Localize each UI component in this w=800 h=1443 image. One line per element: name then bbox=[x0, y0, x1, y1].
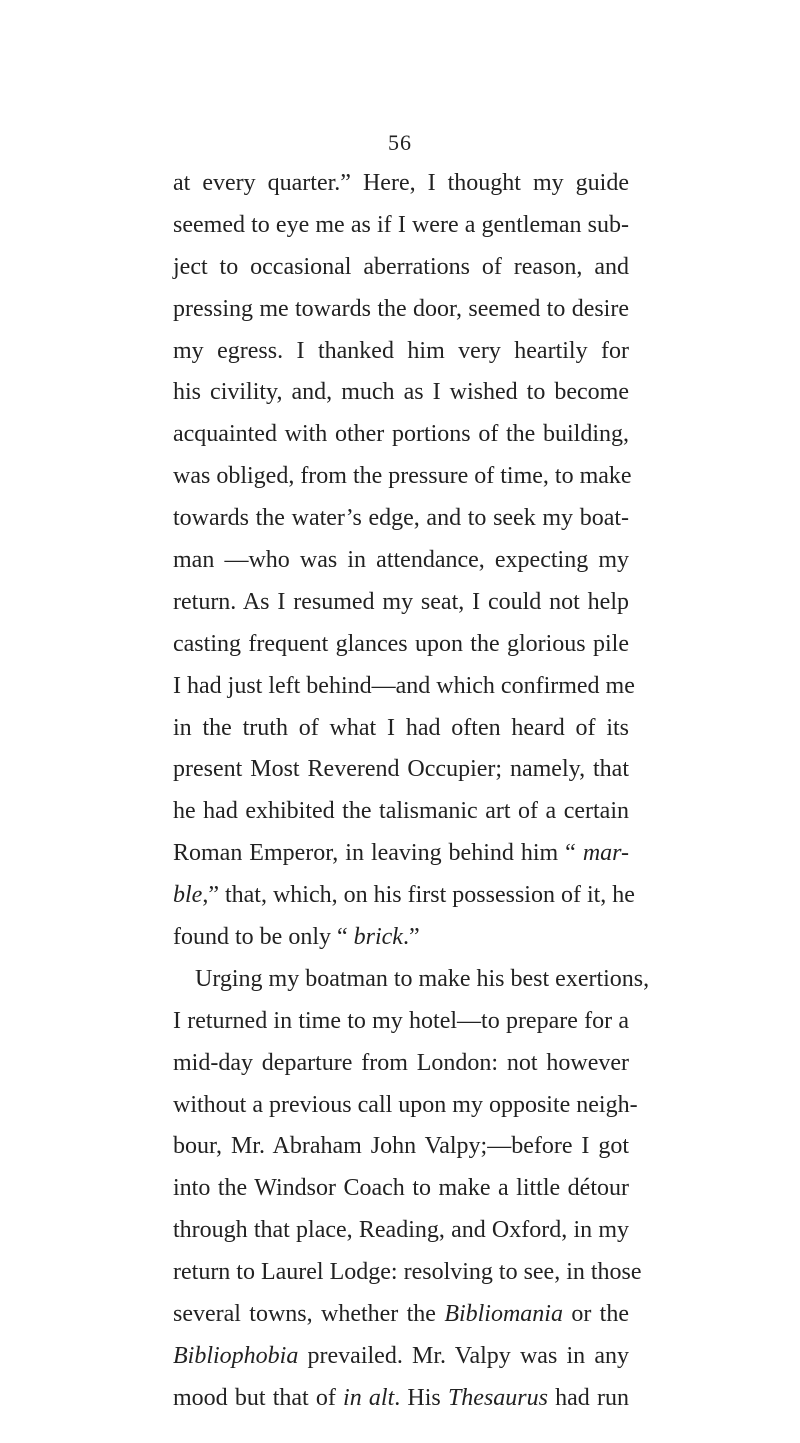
body-text bbox=[173, 163, 650, 1420]
text-segment: mood but that of bbox=[173, 1384, 344, 1411]
italic-text: brick bbox=[353, 924, 403, 951]
text-line: his civility, and, much as I wished to become bbox=[173, 379, 629, 406]
italic-text: Bibliophobia bbox=[173, 1342, 299, 1369]
text-line: towards the water’s edge, and to seek my boat- bbox=[173, 505, 629, 532]
text-line: Urging my boatman to make his best exertions, bbox=[195, 965, 650, 992]
text-line: present Most Reverend Occupier; namely, that bbox=[173, 756, 629, 783]
text-line bbox=[173, 1378, 629, 1420]
text-line bbox=[173, 875, 635, 917]
text-line bbox=[173, 917, 629, 959]
text-line: man —who was in attendance, expecting my bbox=[173, 547, 629, 574]
text-line bbox=[173, 1336, 629, 1378]
text-line: return to Laurel Lodge: resolving to see, in those bbox=[173, 1259, 642, 1286]
text-segment: ,” that, which, on his first possession of it, he bbox=[202, 882, 635, 909]
text-line: bour, Mr. Abraham John Valpy;—before I got bbox=[173, 1133, 629, 1160]
text-segment: found to be only “ bbox=[173, 924, 354, 951]
text-line: in the truth of what I had often heard of its bbox=[173, 714, 629, 741]
text-line: ject to occasional aberrations of reason, and bbox=[173, 253, 629, 280]
italic-text: ble bbox=[173, 882, 203, 909]
text-segment: . His bbox=[394, 1384, 448, 1411]
text-line: casting frequent glances upon the glorious pile bbox=[173, 630, 629, 657]
italic-text: Thesaurus bbox=[447, 1384, 548, 1411]
text-line: mid-day departure from London: not however bbox=[173, 1049, 629, 1076]
text-line: acquainted with other portions of the building, bbox=[173, 421, 629, 448]
text-line: was obliged, from the pressure of time, to make bbox=[173, 463, 632, 490]
text-line: I had just left behind—and which confirmed me bbox=[173, 672, 635, 699]
text-segment: .” bbox=[402, 924, 420, 951]
text-segment: or the bbox=[562, 1301, 629, 1328]
text-line: through that place, Reading, and Oxford, in my bbox=[173, 1217, 629, 1244]
text-line: I returned in time to my hotel—to prepare for a bbox=[173, 1007, 629, 1034]
page-number: 56 bbox=[388, 130, 412, 155]
text-segment: Roman Emperor, in leaving behind him “ bbox=[173, 840, 583, 867]
text-line: my egress. I thanked him very heartily for bbox=[173, 337, 629, 364]
text-line: he had exhibited the talismanic art of a certain bbox=[173, 798, 629, 825]
text-line: into the Windsor Coach to make a little détour bbox=[173, 1175, 629, 1202]
text-line: return. As I resumed my seat, I could not help bbox=[173, 588, 629, 615]
text-line: pressing me towards the door, seemed to desire bbox=[173, 295, 629, 322]
text-line bbox=[173, 1294, 629, 1336]
text-line bbox=[173, 833, 629, 875]
text-segment: prevailed. Mr. Valpy was in any bbox=[298, 1342, 629, 1369]
text-line: without a previous call upon my opposite neigh- bbox=[173, 1091, 638, 1118]
italic-text: Bibliomania bbox=[444, 1301, 563, 1328]
text-line: at every quarter.” Here, I thought my guide bbox=[173, 170, 629, 196]
italic-text: mar- bbox=[582, 840, 629, 867]
italic-text: in alt bbox=[343, 1384, 395, 1411]
text-segment: had run bbox=[547, 1384, 629, 1411]
text-line: seemed to eye me as if I were a gentleman sub- bbox=[173, 211, 629, 238]
text-segment: several towns, whether the bbox=[173, 1301, 445, 1328]
